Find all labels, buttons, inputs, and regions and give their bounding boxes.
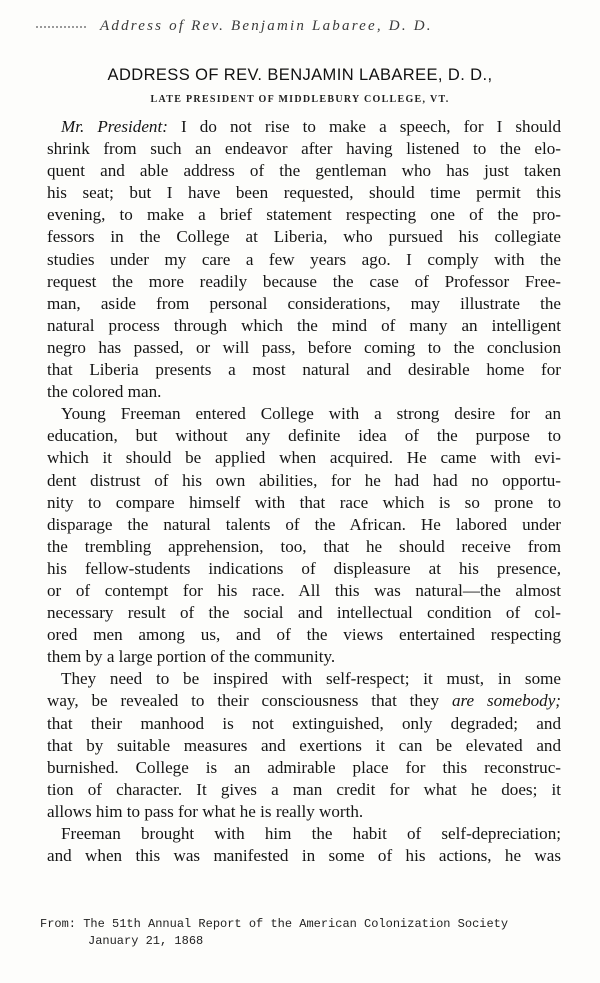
citation-date: January 21, 1868 xyxy=(88,933,204,948)
paragraph-2 xyxy=(47,403,561,668)
body-line: that their manhood is not extinguished, only degraded; and xyxy=(47,713,561,733)
body-line: way, be revealed to their consciousness that they are somebody; xyxy=(47,691,561,711)
body-line: natural process through which the mind of many an intelligent xyxy=(47,315,561,335)
paragraph-1 xyxy=(47,116,561,403)
body-line: negro has passed, or will pass, before coming to the conclusion xyxy=(47,337,561,357)
paragraph-4 xyxy=(47,823,561,867)
body-line: burnished. College is an admirable place for this reconstruc- xyxy=(47,757,561,777)
body-line: shrink from such an endeavor after having listened to the elo- xyxy=(47,139,561,159)
body-line: his fellow-students indications of displeasure at his presence, xyxy=(47,558,561,578)
scan-mark xyxy=(36,26,86,31)
body-line: or of contempt for his race. All this was natural—the almost xyxy=(47,580,561,600)
body-line: the trembling apprehension, too, that he should receive from xyxy=(47,536,561,556)
body-line: fessors in the College at Liberia, who pursued his collegiate xyxy=(47,227,561,247)
body-line: studies under my care a few years ago. I comply with the xyxy=(47,249,561,269)
body-line: that Liberia presents a most natural and desirable home for xyxy=(47,360,561,380)
page-subtitle: LATE PRESIDENT OF MIDDLEBURY COLLEGE, VT. xyxy=(150,94,450,105)
body-line: allows him to pass for what he is really worth. xyxy=(47,801,364,821)
source-citation xyxy=(40,916,580,949)
body-line: Freeman brought with him the habit of self-depreciation; xyxy=(61,824,561,843)
running-head: Address of Rev. Benjamin Labaree, D. D. xyxy=(100,18,433,34)
body-line: Young Freeman entered College with a strong desire for an xyxy=(61,404,561,424)
body-line: ored men among us, and of the views entertained respecting xyxy=(47,625,561,645)
article-body xyxy=(47,116,561,867)
body-line: nity to compare himself with that race which is so prone to xyxy=(47,492,561,512)
paragraph-3 xyxy=(47,668,561,823)
body-line: and when this was manifested in some of his actions, he was xyxy=(47,846,561,866)
body-line: dent distrust of his own abilities, for he had had no opportu- xyxy=(47,470,561,490)
body-line: Mr. President: I do not rise to make a speech, for I should xyxy=(61,117,561,136)
body-line: them by a large portion of the community. xyxy=(47,647,336,667)
body-line: the colored man. xyxy=(47,382,162,402)
body-line: that by suitable measures and exertions it can be elevated and xyxy=(47,735,561,755)
body-line: tion of character. It gives a man credit for what he does; it xyxy=(47,779,561,799)
citation-source: From: The 51th Annual Report of the American Colonization Society xyxy=(40,917,509,931)
salutation: Mr. President: xyxy=(61,117,168,136)
page-title: ADDRESS OF REV. BENJAMIN LABAREE, D. D., xyxy=(107,66,493,84)
body-line: man, aside from personal considerations, may illustrate the xyxy=(47,293,561,313)
body-line: evening, to make a brief statement respecting one of the pro- xyxy=(47,205,561,225)
body-line: They need to be inspired with self-respect; it must, in some xyxy=(61,669,561,689)
body-line: request the more readily because the case of Professor Free- xyxy=(47,271,561,291)
body-line: his seat; but I have been requested, should time permit this xyxy=(47,183,561,203)
body-line: education, but without any definite idea of the purpose to xyxy=(47,426,561,446)
body-line: which it should be applied when acquired. He came with evi- xyxy=(47,448,561,468)
body-line: disparage the natural talents of the African. He labored under xyxy=(47,514,561,534)
body-line: necessary result of the social and intellectual condition of col- xyxy=(47,603,561,623)
body-line: quent and able address of the gentleman who has just taken xyxy=(47,161,561,181)
